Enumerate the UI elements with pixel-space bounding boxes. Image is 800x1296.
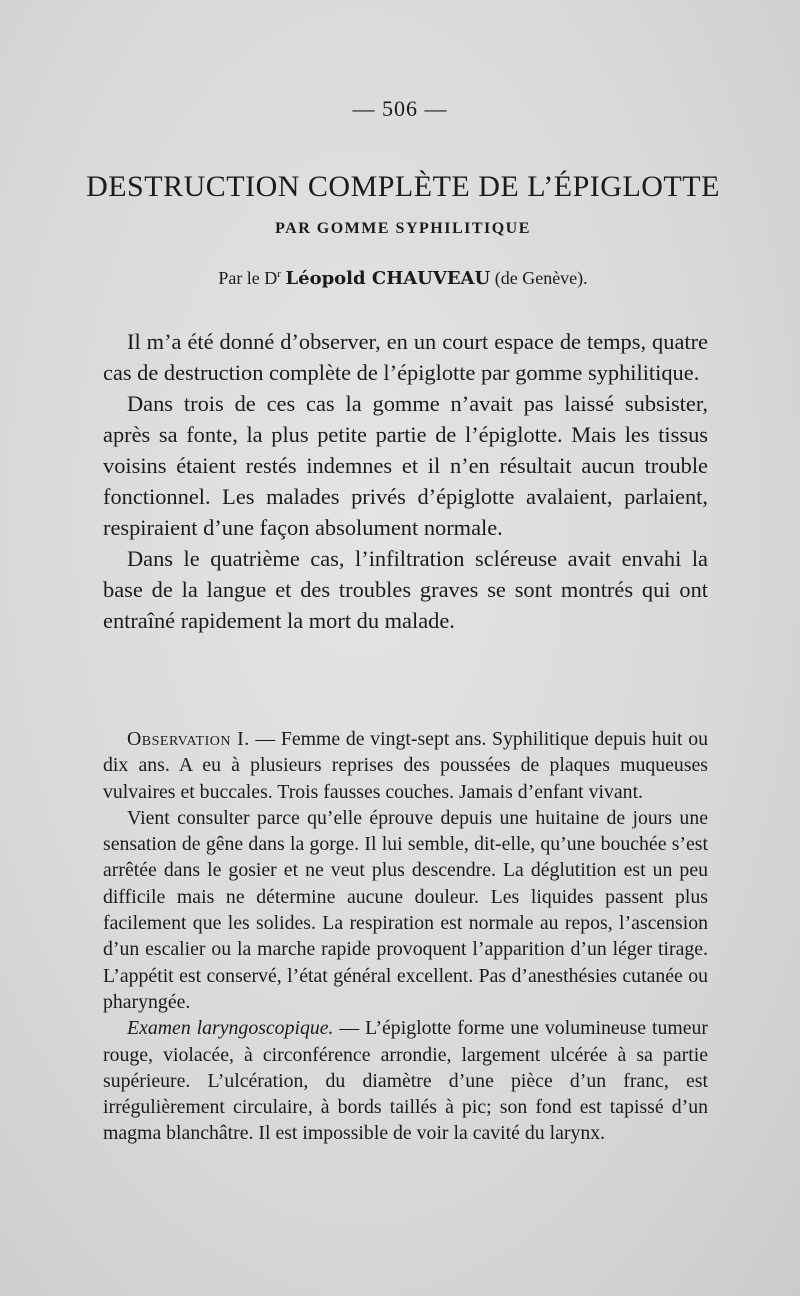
intro-paragraph-2: Dans trois de ces cas la gomme n’avait pas laissé subsister, après sa fonte, la plus petite partie de l’épiglotte. Mais les tissus voisins étaient restés indemnes et il n’en résultait aucun trouble fonctionnel. Les malades privés d’épiglotte avalaient, parlaient, respiraient d’une façon absolument normale. [103,391,708,540]
observation-heading: Observation I. [127,728,250,750]
observation-paragraph-2: Vient consulter parce qu’elle éprouve depuis une huitaine de jours une sensation de gêne dans la gorge. Il lui semble, dit-elle, qu’une bouchée s’est arrêtée dans le gosier et ne veut plus descendre. La déglutition est un peu difficile mais ne détermine aucune douleur. Les liquides passent plus facilement que les solides. La respiration est normale au repos, l’ascension d’un escalier ou la marche rapide provoquent l’apparition d’un léger tirage. L’appétit est conservé, l’état général excellent. Pas d’anesthésies cutanée ou pharyngée. [103,806,708,1013]
author-prefix: Par le D [218,268,278,288]
observation-section [103,726,708,1147]
page-number: — 506 — [352,96,448,121]
author-name: Léopold CHAUVEAU [285,268,491,289]
observation-p1-text: — Femme de vingt-sept ans. Syphilitique depuis huit ou dix ans. A eu à plusieurs reprises des poussées de plaques muqueuses vulvaires et buccales. Trois fausses couches. Jamais d’enfant vivant. [103,728,708,803]
article-subtitle: PAR GOMME SYPHILITIQUE [275,220,531,237]
intro-paragraph-3: Dans le quatrième cas, l’infiltration scléreuse avait envahi la base de la langue et des troubles graves se sont montrés qui ont entraîné rapidement la mort du malade. [103,546,708,633]
author-prefix-sup: r [277,268,281,280]
author-line [0,268,800,289]
observation-paragraph-1 [103,726,708,805]
exam-heading: Examen laryngoscopique. [127,1017,334,1040]
intro-paragraph-1: Il m’a été donné d’observer, en un court espace de temps, quatre cas de destruction complète de l’épiglotte par gomme syphilitique. [103,329,708,385]
observation-paragraph-3 [103,1015,708,1146]
author-suffix: (de Genève). [494,268,588,288]
exam-text: — L’épiglotte forme une volumineuse tumeur rouge, violacée, à circonférence arrondie, largement ulcérée à sa partie supérieure. L’ulcération, du diamètre d’une pièce d’un franc, est irrégulièrement circulaire, à bords taillés à pic; son fond est tapissé d’un magma blanchâtre. Il est impossible de voir la cavité du larynx. [103,1017,708,1145]
intro-text [103,326,708,636]
article-title: DESTRUCTION COMPLÈTE DE L’ÉPIGLOTTE [86,170,720,203]
